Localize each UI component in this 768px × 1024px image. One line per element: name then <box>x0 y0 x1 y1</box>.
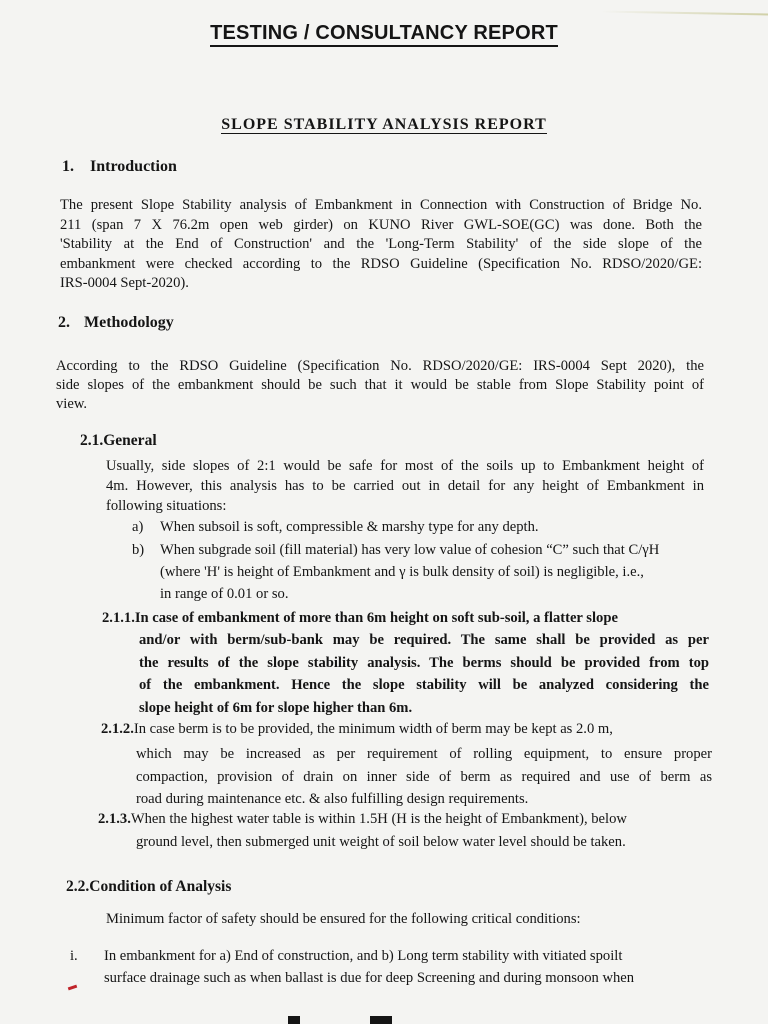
document-header <box>0 22 768 45</box>
list-item-continuation: (where 'H' is height of Embankment and γ is bulk density of soil) is negligible, i.e., <box>160 564 644 580</box>
condition-heading <box>66 878 231 896</box>
clause-line: road during maintenance etc. & also fulfilling design requirements. <box>136 791 529 807</box>
clause-2-1-3 <box>98 810 627 829</box>
clause-line: When the highest water table is within 1.5H (H is the height of Embankment), below <box>130 811 627 827</box>
list-marker: b) <box>132 542 145 558</box>
intro-line: 211 (span 7 X 76.2m open web girder) on KUNO River GWL-SOE(GC) was done. Both the <box>60 216 702 233</box>
list-item-continuation: in range of 0.01 or so. <box>160 586 289 602</box>
document-header-text: TESTING / CONSULTANCY REPORT <box>210 22 558 47</box>
intro-line: IRS-0004 Sept-2020). <box>60 275 189 291</box>
cut-off-text-fragment <box>288 1016 300 1024</box>
methodology-heading <box>58 314 174 332</box>
methodology-line: According to the RDSO Guideline (Specification No. RDSO/2020/GE: IRS-0004 Sept 2020), the <box>56 358 704 374</box>
general-paragraph <box>106 456 704 516</box>
condition-heading-number: 2.2. <box>66 878 90 895</box>
scan-edge-line <box>600 11 768 16</box>
list-marker: a) <box>132 519 144 535</box>
list-item-text: When subsoil is soft, compressible & marshy type for any depth. <box>160 519 539 535</box>
general-line: 4m. However, this analysis has to be carried out in detail for any height of Embankment in <box>106 478 704 494</box>
cut-off-text-fragment <box>370 1016 392 1024</box>
general-heading-text: General <box>103 432 157 449</box>
list-item-continuation: surface drainage such as when ballast is due for deep Screening and during monsoon when <box>104 970 635 986</box>
clause-2-1-2 <box>101 720 613 739</box>
report-title-text: SLOPE STABILITY ANALYSIS REPORT <box>221 116 547 133</box>
clause-line: and/or with berm/sub-bank may be required. The same shall be provided as per <box>139 632 709 648</box>
condition-list-item <box>70 947 622 966</box>
methodology-line: view. <box>56 396 88 412</box>
clause-line: In case of embankment of more than 6m height on soft sub-soil, a flatter slope <box>134 610 618 626</box>
general-heading-number: 2.1. <box>80 432 104 449</box>
intro-line: embankment were checked according to the RDSO Guideline (Specification No. RDSO/2020/GE: <box>60 255 702 272</box>
methodology-heading-text: Methodology <box>84 314 174 331</box>
general-list-item <box>132 518 539 537</box>
clause-2-1-1-body <box>139 629 709 719</box>
condition-intro: Minimum factor of safety should be ensured for the following critical conditions: <box>106 911 581 927</box>
clause-2-1-2-body <box>136 743 712 811</box>
clause-line: slope height of 6m for slope higher than 6m. <box>139 699 413 716</box>
intro-paragraph <box>60 196 702 294</box>
general-list-item <box>132 541 659 560</box>
clause-2-1-1 <box>102 607 618 629</box>
methodology-paragraph <box>56 357 704 414</box>
general-line: following situations: <box>106 498 227 514</box>
general-heading <box>80 432 157 450</box>
intro-line: The present Slope Stability analysis of Embankment in Connection with Construction of Bridge No. <box>60 197 702 213</box>
condition-heading-text: Condition of Analysis <box>89 878 232 895</box>
ink-mark <box>68 985 77 991</box>
intro-heading-text: Introduction <box>90 158 177 175</box>
general-line: Usually, side slopes of 2:1 would be safe for most of the soils up to Embankment height of <box>106 458 704 474</box>
clause-number: 2.1.2. <box>101 721 134 737</box>
list-marker: i. <box>70 948 78 964</box>
intro-heading-number: 1. <box>62 158 74 175</box>
methodology-line: side slopes of the embankment should be such that it would be stable from Slope Stability point of <box>56 377 704 393</box>
methodology-heading-number: 2. <box>58 314 70 331</box>
clause-line: In case berm is to be provided, the minimum width of berm may be kept as 2.0 m, <box>133 721 613 737</box>
clause-line: the results of the slope stability analysis. The berms should be provided from top <box>139 654 709 671</box>
list-item-text: In embankment for a) End of construction, and b) Long term stability with vitiated spoilt <box>104 948 623 964</box>
report-title <box>0 116 768 134</box>
clause-line: which may be increased as per requirement of rolling equipment, to ensure proper <box>136 746 712 762</box>
clause-line: of the embankment. Hence the slope stability will be analyzed considering the <box>139 677 709 693</box>
intro-heading <box>62 158 177 176</box>
clause-line: ground level, then submerged unit weight of soil below water level should be taken. <box>136 834 626 850</box>
clause-number: 2.1.3. <box>98 811 131 827</box>
clause-number: 2.1.1. <box>102 610 135 626</box>
list-item-text: When subgrade soil (fill material) has very low value of cohesion “C” such that C/γH <box>160 542 660 558</box>
intro-line: 'Stability at the End of Construction' and the 'Long-Term Stability' of the side slope of the <box>60 236 702 252</box>
clause-line: compaction, provision of drain on inner side of berm as required and use of berm as <box>136 768 712 785</box>
